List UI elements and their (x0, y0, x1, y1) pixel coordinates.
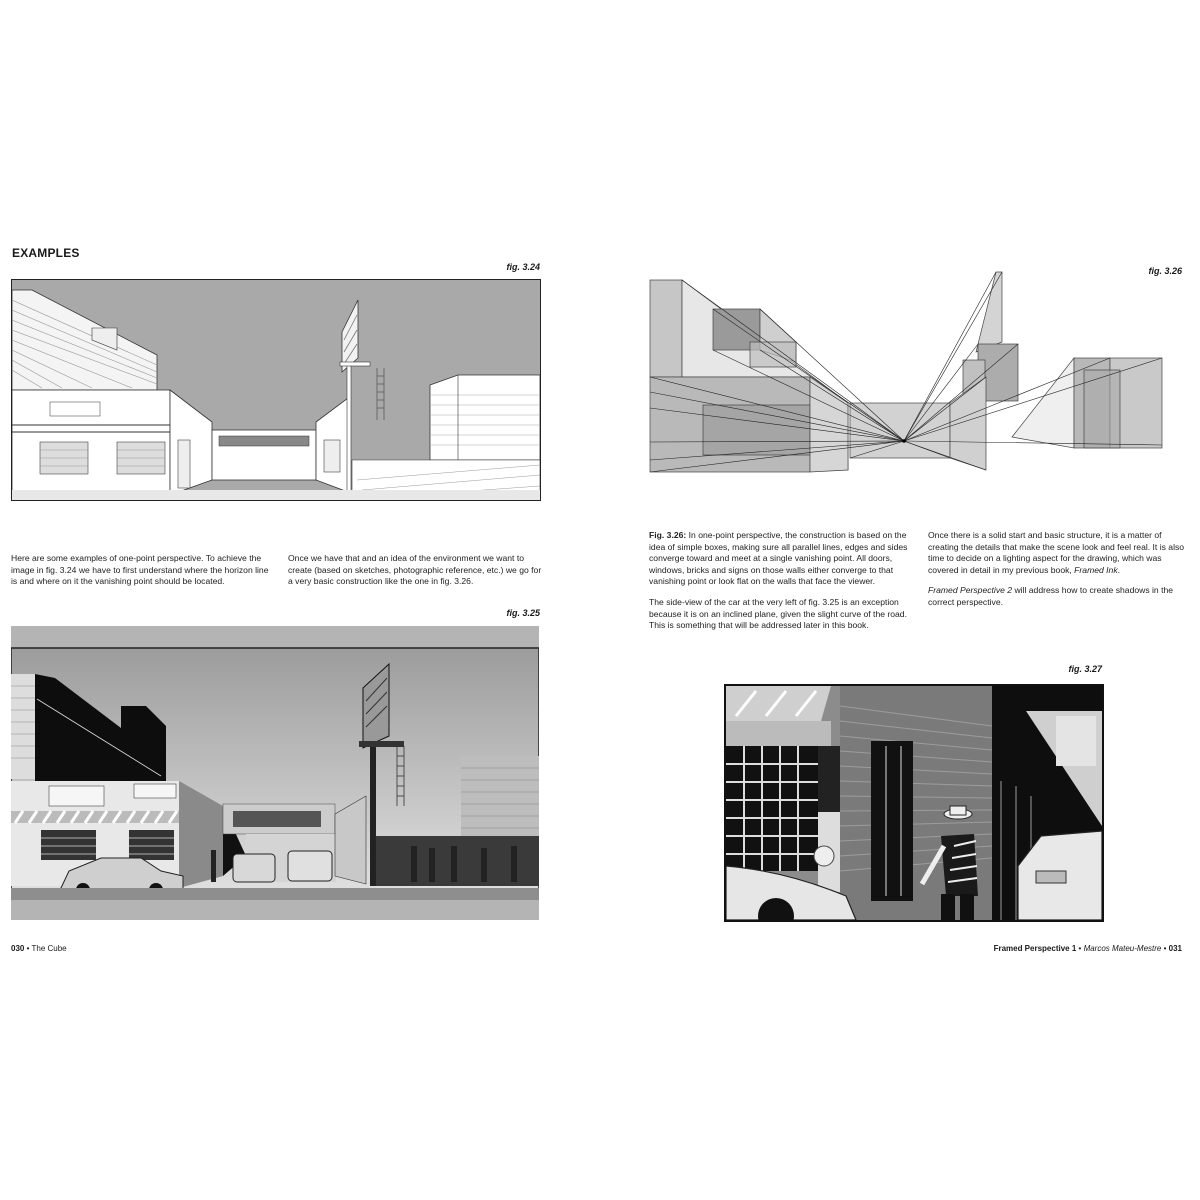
book-title-framed-perspective-2: Framed Perspective 2 (928, 585, 1013, 596)
page-number-left: 030 (11, 944, 25, 953)
footer-separator: • (1163, 944, 1167, 953)
paragraph-next-book: Framed Perspective 2 will address how to create shadows in the correct perspective. (928, 585, 1174, 607)
caption-lead: Fig. 3.26: (649, 530, 687, 540)
figure-3-25 (11, 626, 539, 920)
book-title: Framed Perspective 1 (993, 944, 1077, 953)
right-column-text (928, 530, 1190, 618)
chapter-title: The Cube (31, 944, 67, 953)
figure-label-3-25: fig. 3.25 (506, 608, 540, 618)
street-line-drawing (12, 280, 540, 500)
vanishing-point (902, 439, 906, 443)
figure-label-3-27: fig. 3.27 (1068, 664, 1102, 674)
caption-text: In one-point perspective, the construction is based on the idea of simple boxes, making sure all parallel lines, edges and sides converge toward and meet at a single vanishing point. All doors, windows, bricks and signs on those walls either converge to that vanishing point or look flat on the walls that face the viewer. (649, 530, 908, 587)
figure-label-3-24: fig. 3.24 (506, 262, 540, 272)
perspective-construction-diagram (648, 270, 1190, 475)
footer-right (955, 944, 1182, 953)
footer-separator: • (26, 944, 30, 953)
figure-label-3-26: fig. 3.26 (1148, 266, 1182, 276)
footer-left (11, 944, 67, 953)
book-title-framed-ink: Framed Ink (1074, 564, 1118, 575)
paragraph-construction: Once we have that and an idea of the environment we want to create (based on sketches, photographic reference, etc.) we go for a very basic construction like the one in fig. 3.26. (288, 553, 542, 587)
figure-3-24 (11, 279, 541, 501)
section-title: EXAMPLES (12, 246, 80, 260)
author-name: Marcos Mateu-Mestre (1083, 944, 1162, 953)
paragraph-intro: Here are some examples of one-point perspective. To achieve the image in fig. 3.24 we have to first understand where the horizon line is and where on it the vanishing point should be located. (11, 553, 269, 587)
caption-fig-3-26 (649, 530, 914, 641)
figure-3-27 (724, 684, 1104, 922)
paragraph-car-exception: The side-view of the car at the very left of fig. 3.25 is an exception because it is on an inclined plane, given the slight curve of the road. This is something that will be addressed later in this book. (649, 596, 907, 631)
man-walking-illustration (726, 686, 1102, 920)
paragraph-details: Once there is a solid start and basic structure, it is a matter of creating the details that make the scene look and feel real. It is also time to decide on a lighting aspect for the drawing, which was covered in detail in my previous book, Framed Ink. (928, 530, 1185, 575)
footer-separator: • (1078, 944, 1082, 953)
street-rendered-illustration (11, 626, 539, 920)
figure-3-26 (648, 270, 1190, 475)
page-number-right: 031 (1168, 944, 1182, 953)
